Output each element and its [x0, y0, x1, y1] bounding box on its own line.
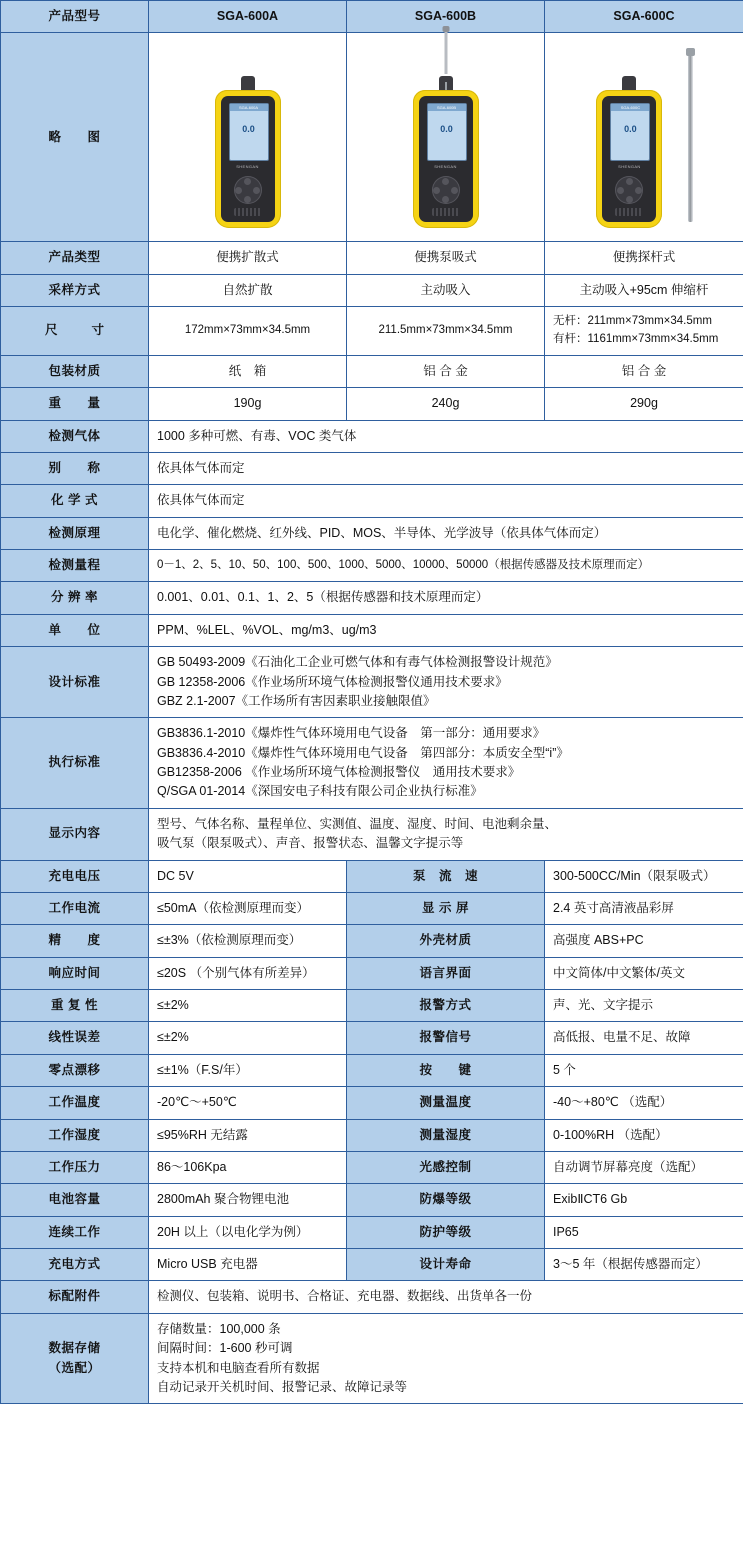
table-row [1, 355, 743, 387]
table-row [1, 925, 743, 957]
brand-label: SHENGAN [618, 164, 641, 170]
device-image-a [149, 33, 347, 242]
table-row-design-standard [1, 647, 743, 718]
row-label: 化 学 式 [1, 485, 149, 517]
row-value: 便携泵吸式 [347, 242, 545, 274]
device-screen [229, 103, 269, 161]
row-value: 86〜106Kpa [149, 1151, 347, 1183]
table-row [1, 582, 743, 614]
row-label: 语言界面 [347, 957, 545, 989]
row-value: IP65 [545, 1216, 743, 1248]
row-label: 按 键 [347, 1054, 545, 1086]
table-row [1, 990, 743, 1022]
device-screen [427, 103, 467, 161]
row-label: 设计寿命 [347, 1249, 545, 1281]
table-row [1, 517, 743, 549]
screen-topbar: SGA-600A [230, 104, 268, 111]
screen-reading: 0.0 [624, 124, 637, 135]
row-value-multiline: 无杆：211mm×73mm×34.5mm 有杆：1161mm×73mm×34.5mm [545, 307, 743, 356]
row-value: 20H 以上（以电化学为例） [149, 1216, 347, 1248]
row-value: 290g [545, 388, 743, 420]
row-label: 单 位 [1, 614, 149, 646]
table-row [1, 1087, 743, 1119]
screen-topbar: SGA-600B [428, 104, 466, 111]
table-row [1, 1119, 743, 1151]
device-image-b [347, 33, 545, 242]
table-row [1, 485, 743, 517]
row-value: 主动吸入 [347, 274, 545, 306]
extension-probe-icon [688, 54, 693, 222]
row-value: 2800mAh 聚合物锂电池 [149, 1184, 347, 1216]
device-screen [610, 103, 650, 161]
row-label: 显示内容 [1, 808, 149, 860]
row-value: 0.001、0.01、0.1、1、2、5（根据传感器和技术原理而定） [149, 582, 743, 614]
row-label: 充电电压 [1, 860, 149, 892]
row-value: 0-100%RH （选配） [545, 1119, 743, 1151]
row-value: 纸 箱 [149, 355, 347, 387]
row-value: 检测仪、包装箱、说明书、合格证、充电器、数据线、出货单各一份 [149, 1281, 743, 1313]
table-row [1, 892, 743, 924]
table-row [1, 452, 743, 484]
row-label: 分 辨 率 [1, 582, 149, 614]
table-row-data-storage [1, 1313, 743, 1404]
row-label: 报警方式 [347, 990, 545, 1022]
device-drawing-probe [596, 90, 662, 228]
sensor-cap-icon [241, 76, 255, 90]
row-value: 依具体气体而定 [149, 485, 743, 517]
row-value: ExibⅡCT6 Gb [545, 1184, 743, 1216]
row-label: 防护等级 [347, 1216, 545, 1248]
row-label: 显 示 屏 [347, 892, 545, 924]
row-value: 主动吸入+95cm 伸缩杆 [545, 274, 743, 306]
row-value: ≤±2% [149, 990, 347, 1022]
row-label: 报警信号 [347, 1022, 545, 1054]
row-value: 高强度 ABS+PC [545, 925, 743, 957]
model-a: SGA-600A [149, 1, 347, 33]
row-value: ≤±2% [149, 1022, 347, 1054]
row-value: DC 5V [149, 860, 347, 892]
table-row-exec-standard [1, 718, 743, 809]
row-value: ≤20S （个别气体有所差异） [149, 957, 347, 989]
row-label: 重 复 性 [1, 990, 149, 1022]
keypad-icon [615, 176, 643, 204]
row-value: 300-500CC/Min（限泵吸式） [545, 860, 743, 892]
speaker-grill-icon [615, 208, 643, 216]
table-row [1, 1054, 743, 1086]
keypad-icon [432, 176, 460, 204]
pump-inlet-icon [445, 82, 447, 90]
table-row [1, 420, 743, 452]
row-label: 尺 寸 [1, 307, 149, 356]
row-label: 包装材质 [1, 355, 149, 387]
row-label: 检测原理 [1, 517, 149, 549]
row-value: ≤±1%（F.S/年） [149, 1054, 347, 1086]
row-value: 211.5mm×73mm×34.5mm [347, 307, 545, 356]
speaker-grill-icon [432, 208, 460, 216]
screen-topbar: SGA-600C [611, 104, 649, 111]
row-value: 铝 合 金 [347, 355, 545, 387]
row-label: 连续工作 [1, 1216, 149, 1248]
row-label-diagram: 略 图 [1, 33, 149, 242]
needle-probe-icon [444, 32, 447, 74]
row-value: ≤±3%（依检测原理而变） [149, 925, 347, 957]
row-label: 执行标准 [1, 718, 149, 809]
row-label: 测量温度 [347, 1087, 545, 1119]
row-label: 检测量程 [1, 550, 149, 582]
table-row [1, 1022, 743, 1054]
table-row-model [1, 1, 743, 33]
row-label: 电池容量 [1, 1184, 149, 1216]
row-value: 0－1、2、5、10、50、100、500、1000、5000、10000、50000（根据传感器及技术原理而定） [149, 550, 743, 582]
sensor-cap-icon [622, 76, 636, 90]
row-label: 外壳材质 [347, 925, 545, 957]
row-value: 3〜5 年（根据传感器而定） [545, 1249, 743, 1281]
row-label: 响应时间 [1, 957, 149, 989]
screen-reading: 0.0 [440, 124, 453, 135]
model-b: SGA-600B [347, 1, 545, 33]
row-label: 采样方式 [1, 274, 149, 306]
row-label: 防爆等级 [347, 1184, 545, 1216]
data-storage-list: 存储数量：100,000 条 间隔时间：1-600 秒可调 支持本机和电脑查看所有数据 自动记录开关机时间、报警记录、故障记录等 [149, 1313, 743, 1404]
table-row-display-content [1, 808, 743, 860]
row-label: 精 度 [1, 925, 149, 957]
row-value: 自动调节屏幕亮度（选配） [545, 1151, 743, 1183]
row-label: 工作压力 [1, 1151, 149, 1183]
speaker-grill-icon [234, 208, 262, 216]
extension-probe-tip-icon [686, 48, 695, 56]
table-row [1, 614, 743, 646]
keypad-icon [234, 176, 262, 204]
row-label: 设计标准 [1, 647, 149, 718]
display-content-list: 型号、气体名称、量程单位、实测值、温度、湿度、时间、电池剩余量、 吸气泵（限泵吸式）、声音、报警状态、温馨文字提示等 [149, 808, 743, 860]
device-image-c [545, 33, 743, 242]
row-label: 工作电流 [1, 892, 149, 924]
table-row [1, 1151, 743, 1183]
table-row [1, 1184, 743, 1216]
row-label: 产品类型 [1, 242, 149, 274]
row-value: 便携扩散式 [149, 242, 347, 274]
row-label: 别 称 [1, 452, 149, 484]
row-label-model: 产品型号 [1, 1, 149, 33]
row-label: 重 量 [1, 388, 149, 420]
screen-reading: 0.0 [242, 124, 255, 135]
table-row [1, 1216, 743, 1248]
table-row [1, 274, 743, 306]
row-value: 5 个 [545, 1054, 743, 1086]
row-label: 光感控制 [347, 1151, 545, 1183]
device-drawing-pump [413, 90, 479, 228]
row-value: 电化学、催化燃烧、红外线、PID、MOS、半导体、光学波导（依具体气体而定） [149, 517, 743, 549]
row-value: 2.4 英寸高清液晶彩屏 [545, 892, 743, 924]
row-label: 充电方式 [1, 1249, 149, 1281]
row-value: PPM、%LEL、%VOL、mg/m3、ug/m3 [149, 614, 743, 646]
table-row [1, 957, 743, 989]
brand-label: SHENGAN [236, 164, 259, 170]
row-label: 线性误差 [1, 1022, 149, 1054]
design-standard-list: GB 50493-2009《石油化工企业可燃气体和有毒气体检测报警设计规范》 GB 12358-2006《作业场所环境气体检测报警仪通用技术要求》 GBZ 2.1-2007《工作场所有害因素职业接触限值》 [149, 647, 743, 718]
row-label-data-storage: 数据存储 （选配） [1, 1313, 149, 1404]
row-label: 标配附件 [1, 1281, 149, 1313]
row-label: 测量湿度 [347, 1119, 545, 1151]
row-value: -40〜+80℃ （选配） [545, 1087, 743, 1119]
row-value: 高低报、电量不足、故障 [545, 1022, 743, 1054]
table-row [1, 1249, 743, 1281]
table-row-accessories [1, 1281, 743, 1313]
row-value: Micro USB 充电器 [149, 1249, 347, 1281]
model-c: SGA-600C [545, 1, 743, 33]
row-value: 依具体气体而定 [149, 452, 743, 484]
row-value: 190g [149, 388, 347, 420]
row-value: ≤95%RH 无结露 [149, 1119, 347, 1151]
table-row [1, 860, 743, 892]
row-value: 1000 多种可燃、有毒、VOC 类气体 [149, 420, 743, 452]
row-label: 工作温度 [1, 1087, 149, 1119]
row-value: 172mm×73mm×34.5mm [149, 307, 347, 356]
row-value: 铝 合 金 [545, 355, 743, 387]
table-row [1, 550, 743, 582]
row-value: 便携探杆式 [545, 242, 743, 274]
row-value: -20℃〜+50℃ [149, 1087, 347, 1119]
row-value: 中文简体/中文繁体/英文 [545, 957, 743, 989]
row-label: 检测气体 [1, 420, 149, 452]
row-value: ≤50mA（依检测原理而变） [149, 892, 347, 924]
row-label: 零点漂移 [1, 1054, 149, 1086]
row-value: 自然扩散 [149, 274, 347, 306]
brand-label: SHENGAN [434, 164, 457, 170]
row-label: 工作湿度 [1, 1119, 149, 1151]
row-value: 声、光、文字提示 [545, 990, 743, 1022]
row-label: 泵 流 速 [347, 860, 545, 892]
device-drawing-diffusion [215, 90, 281, 228]
table-row [1, 307, 743, 356]
table-row [1, 242, 743, 274]
exec-standard-list: GB3836.1-2010《爆炸性气体环境用电气设备 第一部分：通用要求》 GB3836.4-2010《爆炸性气体环境用电气设备 第四部分：本质安全型“i”》 GB12358-2006 《作业场所环境气体检测报警仪 通用技术要求》 Q/SGA 01-2014《深国安电子科技有限公司企业执行标准》 [149, 718, 743, 809]
table-row [1, 388, 743, 420]
row-value: 240g [347, 388, 545, 420]
table-row-diagram [1, 33, 743, 242]
